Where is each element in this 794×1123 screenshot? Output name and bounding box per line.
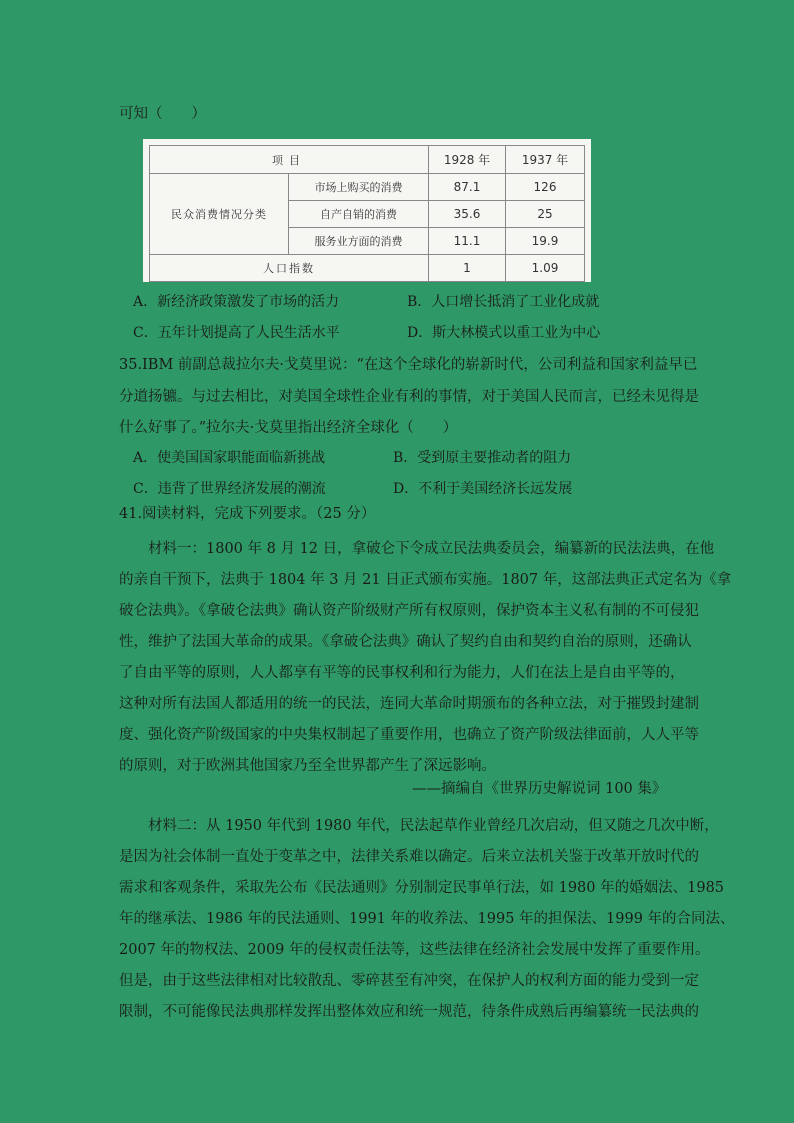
table-header-1928: 1928 年 bbox=[429, 146, 506, 174]
table-row-label: 自产自销的消费 bbox=[289, 201, 429, 228]
material-one-line: 的亲自干预下，法典于 1804 年 3 月 21 日正式颁布实施。1807 年，这部法典正式定名为《拿 bbox=[119, 572, 732, 588]
table-cell: 25 bbox=[506, 201, 585, 228]
option-a[interactable]: A．使美国国家职能面临新挑战 bbox=[133, 450, 326, 466]
table-cell: 19.9 bbox=[506, 228, 585, 255]
option-b[interactable]: B．人口增长抵消了工业化成就 bbox=[407, 294, 600, 310]
material-one-line: 这种对所有法国人都适用的统一的民法，连同大革命时期颁布的各种立法，对于摧毁封建制 bbox=[119, 696, 699, 712]
material-two-line: 2007 年的物权法、2009 年的侵权责任法等，这些法律在经济社会发展中发挥了重要作用。 bbox=[119, 942, 710, 958]
table-header-1937: 1937 年 bbox=[506, 146, 585, 174]
q35-line: 分道扬镳。与过去相比，对美国全球性企业有利的事情，对于美国人民而言，已经未见得是 bbox=[119, 389, 699, 405]
question-stem-end: 可知（ ） bbox=[119, 106, 206, 122]
material-one-line: 性，维护了法国大革命的成果。《拿破仑法典》确认了契约自由和契约自治的原则，还确认 bbox=[119, 634, 692, 650]
table-cell: 126 bbox=[506, 174, 585, 201]
table-cell: 87.1 bbox=[429, 174, 506, 201]
q35-line: 35.IBM 前副总裁拉尔夫·戈莫里说：“在这个全球化的崭新时代，公司利益和国家利益早已 bbox=[119, 357, 698, 373]
material-two-line: 是因为社会体制一直处于变革之中，法律关系难以确定。后来立法机关鉴于改革开放时代的 bbox=[119, 849, 699, 865]
option-d[interactable]: D．斯大林模式以重工业为中心 bbox=[407, 325, 601, 341]
material-two-line: 限制，不可能像民法典那样发挥出整体效应和统一规范，待条件成熟后再编纂统一民法典的 bbox=[119, 1004, 699, 1020]
material-two-line: 年的继承法、1986 年的民法通则、1991 年的收养法、1995 年的担保法、1999 年的合同法、 bbox=[119, 911, 735, 927]
option-c[interactable]: C．五年计划提高了人民生活水平 bbox=[133, 325, 340, 341]
option-c[interactable]: C．违背了世界经济发展的潮流 bbox=[133, 481, 326, 497]
option-b[interactable]: B．受到原主要推动者的阻力 bbox=[393, 450, 572, 466]
table-population-label: 人口指数 bbox=[150, 255, 429, 282]
consumption-table bbox=[143, 139, 591, 282]
table-group-label: 民众消费情况分类 bbox=[150, 174, 289, 255]
material-two-line: 需求和客观条件，采取先公布《民法通则》分别制定民事单行法，如 1980 年的婚姻法、1985 bbox=[119, 880, 725, 896]
table-cell: 35.6 bbox=[429, 201, 506, 228]
q35-line: 什么好事了。”拉尔夫·戈莫里指出经济全球化（ ） bbox=[119, 420, 458, 436]
table-header-item: 项目 bbox=[150, 146, 429, 174]
material-one-line: 了自由平等的原则，人人都享有平等的民事权利和行为能力，人们在法上是自由平等的， bbox=[119, 665, 685, 681]
table-row-label: 服务业方面的消费 bbox=[289, 228, 429, 255]
material-two-line: 材料二：从 1950 年代到 1980 年代，民法起草作业曾经几次启动，但又随之几次中断， bbox=[148, 818, 719, 834]
q41-title: 41.阅读材料，完成下列要求。（25 分） bbox=[119, 506, 376, 522]
option-a[interactable]: A．新经济政策激发了市场的活力 bbox=[133, 294, 340, 310]
table-cell: 1.09 bbox=[506, 255, 585, 282]
table-cell: 11.1 bbox=[429, 228, 506, 255]
material-one-line: 材料一：1800 年 8 月 12 日，拿破仑下令成立民法典委员会，编纂新的民法法典，在他 bbox=[148, 541, 715, 557]
option-d[interactable]: D．不利于美国经济长远发展 bbox=[393, 481, 573, 497]
table-row-label: 市场上购买的消费 bbox=[289, 174, 429, 201]
table-cell: 1 bbox=[429, 255, 506, 282]
material-one-source: ——摘编自《世界历史解说词 100 集》 bbox=[412, 781, 667, 797]
material-two-line: 但是，由于这些法律相对比较散乱、零碎甚至有冲突，在保护人的权利方面的能力受到一定 bbox=[119, 973, 699, 989]
material-one-line: 破仑法典》。《拿破仑法典》确认资产阶级财产所有权原则，保护资本主义私有制的不可侵犯 bbox=[119, 603, 699, 619]
material-one-line: 度、强化资产阶级国家的中央集权制起了重要作用，也确立了资产阶级法律面前，人人平等 bbox=[119, 727, 699, 743]
material-one-line: 的原则，对于欧洲其他国家乃至全世界都产生了深远影响。 bbox=[119, 758, 496, 774]
